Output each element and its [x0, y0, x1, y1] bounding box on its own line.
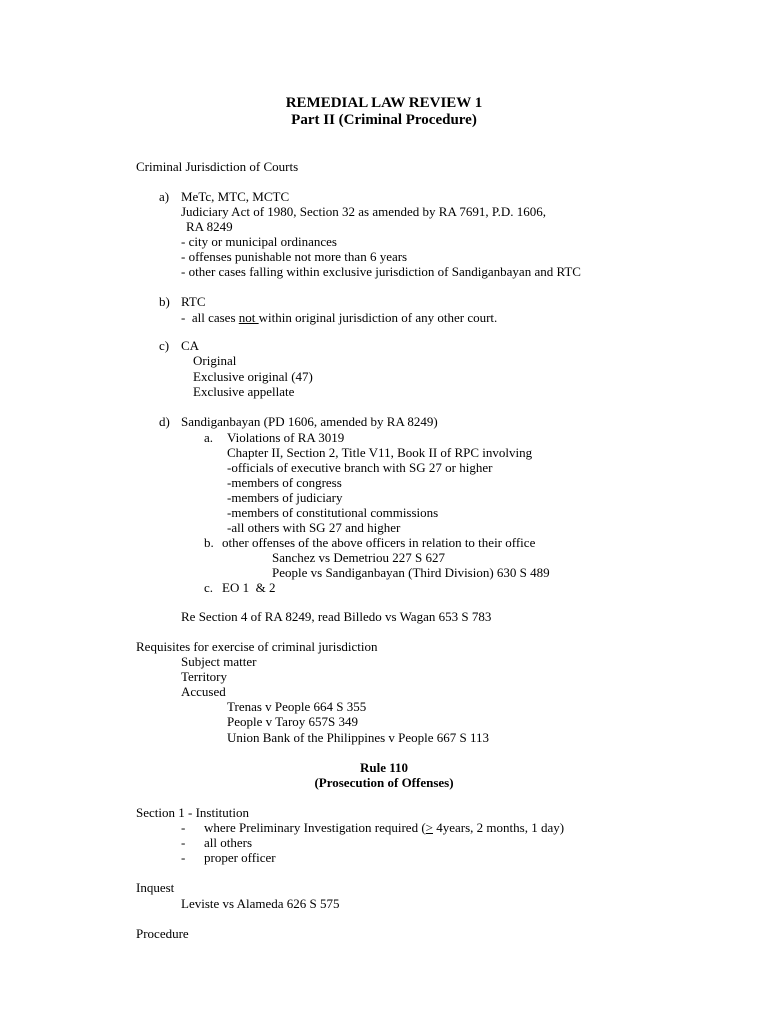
item-d-sub-a-line: -members of constitutional commissions [227, 505, 439, 520]
item-d-sub-a-line: -officials of executive branch with SG 27 or higher [227, 460, 493, 475]
item-d-sub-c-label: EO 1 & 2 [222, 580, 276, 595]
item-a-line2: RA 8249 [186, 219, 233, 234]
section1-dash: - [181, 850, 186, 865]
item-a-detail: - other cases falling within exclusive jurisdiction of Sandiganbayan and RTC [181, 264, 581, 279]
rule-subtitle: (Prosecution of Offenses) [314, 775, 454, 790]
jurisdiction-heading: Criminal Jurisdiction of Courts [136, 159, 299, 174]
item-c-detail: Original [193, 353, 237, 368]
section1-dash: - [181, 835, 186, 850]
inquest-case: Leviste vs Alameda 626 S 575 [181, 896, 340, 911]
section1-item-text-after: 4years, 2 months, 1 day) [433, 820, 565, 835]
item-d-sub-a-label: Violations of RA 3019 [227, 430, 345, 445]
item-d-label: Sandiganbayan (PD 1606, amended by RA 8249) [181, 414, 438, 429]
requisites-heading: Requisites for exercise of criminal jurisdiction [136, 639, 378, 654]
item-b-prefix: - all cases [181, 310, 239, 325]
item-d-sub-a-line: -all others with SG 27 and higher [227, 520, 401, 535]
section1-item: all others [204, 835, 253, 850]
item-d-sub-b-marker: b. [204, 535, 214, 550]
document-title: REMEDIAL LAW REVIEW 1 [285, 95, 483, 111]
rule-title: Rule 110 [359, 760, 409, 775]
requisite-item: Accused [181, 684, 226, 699]
item-d-sub-a-line: -members of judiciary [227, 490, 343, 505]
inquest-heading: Inquest [136, 880, 175, 895]
item-d-sub-b-label: other offenses of the above officers in relation to their office [222, 535, 536, 550]
section1-item [204, 820, 564, 835]
procedure-heading: Procedure [136, 926, 189, 941]
requisite-case: Union Bank of the Philippines v People 667 S 113 [227, 730, 490, 745]
section1-heading: Section 1 - Institution [136, 805, 250, 820]
item-b-marker: b) [159, 294, 170, 309]
re-section-note: Re Section 4 of RA 8249, read Billedo vs Wagan 653 S 783 [181, 609, 492, 624]
item-b-label: RTC [181, 294, 206, 309]
item-c-marker: c) [159, 338, 170, 353]
item-d-sub-a-line: -members of congress [227, 475, 342, 490]
item-b-underlined: not [238, 310, 259, 325]
item-d-marker: d) [159, 414, 170, 429]
requisite-item: Subject matter [181, 654, 257, 669]
item-a-line1: Judiciary Act of 1980, Section 32 as amended by RA 7691, P.D. 1606, [181, 204, 547, 219]
section1-dash: - [181, 820, 186, 835]
item-d-sub-b-case: Sanchez vs Demetriou 227 S 627 [272, 550, 445, 565]
item-c-detail: Exclusive original (47) [193, 369, 313, 384]
item-b-suffix: within original jurisdiction of any other court. [258, 310, 498, 325]
item-d-sub-b-case: People vs Sandiganbayan (Third Division) 630 S 489 [272, 565, 550, 580]
section1-item: proper officer [204, 850, 276, 865]
document-subtitle: Part II (Criminal Procedure) [291, 112, 477, 128]
requisite-item: Territory [181, 669, 228, 684]
requisite-case: Trenas v People 664 S 355 [227, 699, 367, 714]
item-c-label: CA [181, 338, 200, 353]
item-b-detail [181, 310, 497, 325]
item-d-sub-a-marker: a. [204, 430, 214, 445]
item-a-detail: - city or municipal ordinances [181, 234, 337, 249]
item-a-marker: a) [159, 189, 170, 204]
greater-or-equal-symbol: > [425, 820, 433, 835]
item-a-detail: - offenses punishable not more than 6 years [181, 249, 408, 264]
section1-item-text: where Preliminary Investigation required ( [204, 820, 426, 835]
item-a-label: MeTc, MTC, MCTC [181, 189, 290, 204]
item-d-sub-c-marker: c. [204, 580, 214, 595]
item-c-detail: Exclusive appellate [193, 384, 295, 399]
requisite-case: People v Taroy 657S 349 [227, 714, 359, 729]
item-d-sub-a-line: Chapter II, Section 2, Title V11, Book II of RPC involving [227, 445, 533, 460]
